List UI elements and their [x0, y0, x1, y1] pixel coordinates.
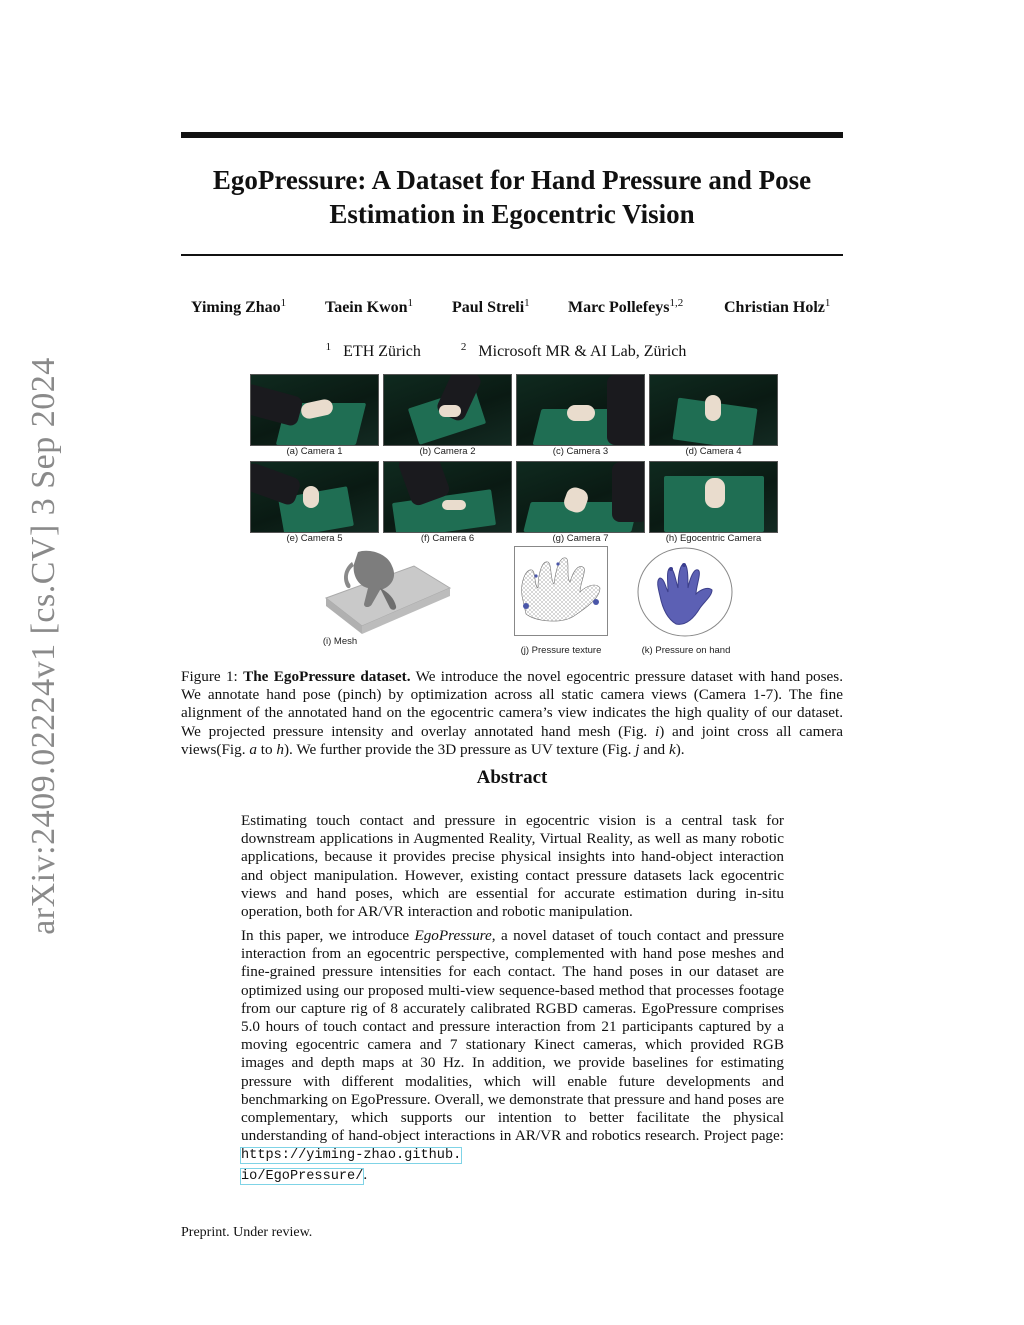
camera-3-photo [516, 374, 645, 446]
subcaption-k: (k) Pressure on hand [641, 645, 731, 656]
subcaption-e: (e) Camera 5 [286, 533, 343, 544]
pressure-texture-figure [514, 546, 608, 636]
abstract-heading: Abstract [476, 767, 548, 788]
subcaption-j: (j) Pressure texture [520, 645, 602, 656]
affiliation: $^1$ ETH Zürich [325, 341, 421, 360]
camera-2-photo [383, 374, 512, 446]
subcaption-h: (h) Egocentric Camera [665, 533, 762, 544]
author: Yiming Zhao$^1$ [191, 297, 287, 316]
abstract-paragraph-1: Estimating touch contact and pressure in egocentric vision is a central task for downstream applications in Augmented Reality, Virtual Reality, as well as many robotic applications, because it provides precise physical insights into hand-object interaction and object manipulation. However, existing contact pressure datasets lack egocentric views and hand poses, which are essential for accurate estimation during in-situ operation, both for AR/VR interaction and robotic manipulation. [241, 812, 784, 921]
project-page-link[interactable]: https://yiming-zhao.github. [241, 1148, 462, 1164]
camera-7-photo [516, 461, 645, 533]
subcaption-i: (i) Mesh [322, 636, 358, 647]
title-line-2: Estimation in Egocentric Vision [329, 199, 695, 229]
subcaption-b: (b) Camera 2 [419, 446, 476, 457]
title-line-1: EgoPressure: A Dataset for Hand Pressure and Pose [212, 165, 812, 195]
hand-mesh-figure [318, 548, 458, 636]
footer-note: Preprint. Under review. [181, 1225, 313, 1240]
subcaption-c: (c) Camera 3 [552, 446, 609, 457]
camera-5-photo [250, 461, 379, 533]
camera-1-photo [250, 374, 379, 446]
paper-title [181, 163, 843, 231]
author: Taein Kwon$^1$ [325, 297, 414, 316]
abstract-paragraph-2: In this paper, we introduce EgoPressure, a novel dataset of touch contact and pressure interaction from an egocentric perspective, complemented with hand pose meshes and fine-grained pressure intensities for each contact. The hand poses in our dataset are optimized using our proposed multi-view sequence-based method that processes footage from our capture rig of 8 accurately calibrated RGBD cameras. EgoPressure comprises 5.0 hours of touch contact and pressure interaction from 21 participants captured by a moving egocentric camera and 7 stationary Kinect cameras, which provided RGB images and depth maps at 30 Hz. In addition, we provide baselines for estimating pressure with different modalities, which will enable future developments and benchmarking on EgoPressure. Overall, we demonstrate that pressure and hand poses are complementary, which supports our intention to better facilitate the physical understanding of hand-object interactions in AR/VR and robotics research. Project page: https://yiming-zhao.github. io/EgoPressure/. [241, 927, 784, 1184]
author: Paul Streli$^1$ [452, 297, 530, 316]
title-top-rule [181, 132, 843, 138]
camera-4-photo [649, 374, 778, 446]
affiliation: $^2$ Microsoft MR & AI Lab, Zürich [460, 341, 687, 360]
subcaption-a: (a) Camera 1 [286, 446, 343, 457]
affiliations [181, 343, 843, 361]
subcaption-f: (f) Camera 6 [420, 533, 475, 544]
arxiv-stamp-text: arXiv:2409.02224v1 [cs.CV] 3 Sep 2024 [25, 357, 62, 935]
figure-caption: Figure 1: The EgoPressure dataset. We introduce the novel egocentric pressure dataset with hand poses. We annotate hand pose (pinch) by optimization across all static camera views (Camera 1-7). The fine alignment of the annotated hand on the egocentric camera’s view indicates the high quality of our dataset. We projected pressure intensity and overlay annotated hand mesh (Fig. i) and joint cross all camera views(Fig. a to h). We further provide the 3D pressure as UV texture (Fig. j and k). [181, 668, 844, 758]
egocentric-camera-photo [649, 461, 778, 533]
subcaption-g: (g) Camera 7 [552, 533, 609, 544]
pressure-on-hand-figure [636, 546, 734, 638]
subcaption-d: (d) Camera 4 [685, 446, 742, 457]
author: Christian Holz$^1$ [724, 297, 831, 316]
title-bottom-rule [181, 254, 843, 256]
camera-6-photo [383, 461, 512, 533]
author: Marc Pollefeys$^{1,2}$ [568, 297, 684, 316]
project-page-link-continued[interactable]: io/EgoPressure/ [241, 1168, 364, 1184]
